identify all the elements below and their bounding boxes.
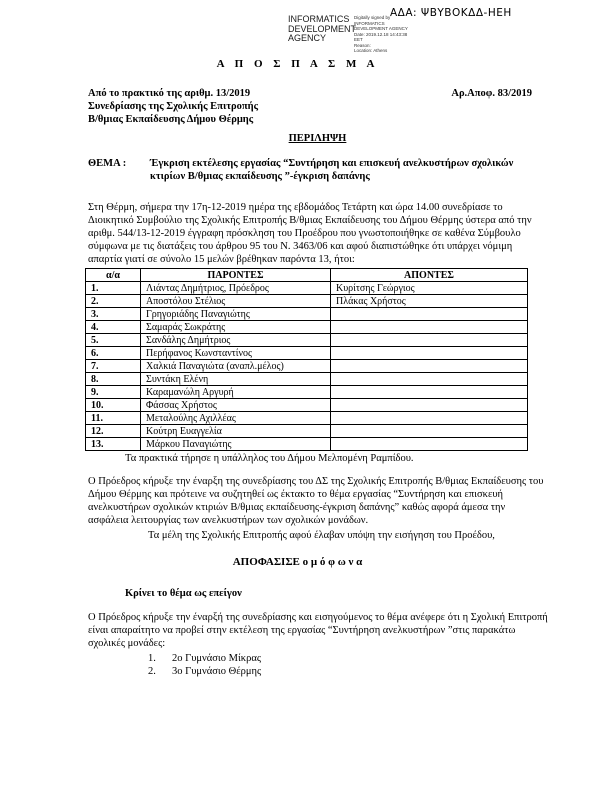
subject-label: ΘΕΜΑ : [88, 158, 127, 169]
header-line-1 [88, 87, 547, 100]
stamp-line: Reason: [354, 42, 371, 48]
present-member: Λιάντας Δημήτριος, Πρόεδρος [141, 282, 331, 295]
present-member: Περήφανος Κωνσταντίνος [141, 347, 331, 360]
stamp-agency-name: INFORMATICS DEVELOPMENT AGENCY [288, 14, 356, 43]
absent-member: Πλάκας Χρήστος [331, 295, 528, 308]
school-list [148, 652, 547, 678]
stamp-signature-details [354, 15, 408, 54]
list-item [148, 665, 547, 678]
table-row [86, 425, 528, 438]
table-row [86, 373, 528, 386]
members-line: Τα μέλη της Σχολικής Επιτροπής αφού έλαβαν υπόψη την εισήγηση του Προέδου, [148, 530, 495, 541]
list-item-number: 2. [148, 666, 156, 677]
table-row [86, 438, 528, 451]
intro-paragraph: Στη Θέρμη, σήμερα την 17η-12-2019 ημέρα της εβδομάδος Τετάρτη και ώρα 14.00 συνεδρίασε το Διοικητικό Συμβούλιο της Σχολικής Επιτροπής Β/θμιας Εκπαίδευσης του Δήμου Θέρμης ύστερα από την αριθμ. 544/13-12-2019 έγγραφη πρόσκληση του Προέδρου που γνωστοποιήθηκε σε καθένα Σύμβουλο σύμφωνα με τις διατάξεις του άρθρου 95 του Ν. 3463/06 και αφού διαπιστώθηκε ότι υπάρχει νόμιμη απαρτία γιατί σε σύνολο 15 μελών βρέθηκαν παρόντα 13, ήτοι: [88, 202, 532, 265]
list-item [148, 652, 547, 665]
stamp-line: DEVELOPMENT AGENCY [354, 26, 408, 31]
header-block [88, 87, 547, 126]
summary-heading: ΠΕΡΙΛΗΨΗ [288, 133, 347, 144]
decision-number: Αρ.Αποφ. 83/2019 [451, 88, 532, 99]
header-line-2: Συνεδρίασης της Σχολικής Επιτροπής [88, 101, 259, 112]
present-member: Σανδάλης Δημήτριος [141, 334, 331, 347]
row-number: 12. [86, 425, 141, 438]
row-number: 1. [86, 282, 141, 295]
subject-text: Έγκριση εκτέλεσης εργασίας “Συντήρηση και επισκευή ανελκυστήρων σχολικών κτιρίων Β/θμιας εκπαίδευσης ”-έγκριση δαπάνης [150, 158, 514, 182]
list-item-number: 1. [148, 653, 156, 664]
absent-member [331, 360, 528, 373]
table-row [86, 399, 528, 412]
row-number: 3. [86, 308, 141, 321]
row-number: 5. [86, 334, 141, 347]
table-row [86, 321, 528, 334]
present-member: Μάρκου Παναγιώτης [141, 438, 331, 451]
row-number: 9. [86, 386, 141, 399]
secretary-line: Τα πρακτικά τήρησε η υπάλληλος του Δήμου Μελπομένη Ραμπίδου. [125, 453, 414, 464]
absent-member [331, 386, 528, 399]
absent-member [331, 334, 528, 347]
row-number: 2. [86, 295, 141, 308]
table-row [86, 412, 528, 425]
body-paragraph: Ο Πρόεδρος κήρυξε την έναρξη της συνεδρίασης του ΔΣ της Σχολικής Επιτροπής Β/θμιας Εκπαίδευσης του Δήμου Θέρμης και πρότεινε να συζητηθεί ως έκτακτο το θέμα εργασίας “Συντήρηση και επισκευή ανελκυστήρων σχολικών κτιριών Β/θμιας εκπαίδευσης-έγκριση δαπάνης” καθώς αφορά άμεσα την ασφάλεια λειτουργίας των ανελκυστήρων των σχολικών μονάδων. [88, 476, 544, 526]
row-number: 13. [86, 438, 141, 451]
absent-member [331, 321, 528, 334]
absent-member [331, 412, 528, 425]
digital-signature-stamp [288, 15, 408, 54]
table-row [86, 360, 528, 373]
absent-member [331, 425, 528, 438]
list-item-name: 2ο Γυμνάσιο Μίκρας [172, 653, 261, 664]
row-number: 4. [86, 321, 141, 334]
urgency-heading: Κρίνει το θέμα ως επείγον [125, 588, 242, 599]
stamp-line: INFORMATICS [354, 20, 385, 26]
table-header-row [86, 269, 528, 282]
stamp-line: EET [354, 37, 363, 42]
absent-member [331, 347, 528, 360]
attendance-table [85, 268, 528, 451]
absent-member [331, 438, 528, 451]
decision-heading: ΑΠΟΦΑΣΙΣΕ ο μ ό φ ω ν α [232, 556, 363, 568]
present-member: Συντάκη Ελένη [141, 373, 331, 386]
present-member: Χαλκιά Παναγιώτα (αναπλ.μέλος) [141, 360, 331, 373]
minutes-reference: Από το πρακτικό της αριθμ. 13/2019 [88, 88, 251, 99]
table-row [86, 295, 528, 308]
row-number: 8. [86, 373, 141, 386]
present-member: Αποστόλου Στέλιος [141, 295, 331, 308]
row-number: 10. [86, 399, 141, 412]
col-header-present: ΠΑΡΟΝΤΕΣ [141, 269, 331, 282]
absent-member [331, 373, 528, 386]
col-header-absent: ΑΠΟΝΤΕΣ [331, 269, 528, 282]
present-member: Καραμανώλη Αργυρή [141, 386, 331, 399]
ada-code: ΑΔΑ: ΨΒΥΒΟΚΔΔ-ΗΕΗ [390, 7, 512, 19]
list-item-name: 3ο Γυμνάσιο Θέρμης [172, 666, 262, 677]
closing-paragraph: Ο Πρόεδρος κήρυξε την έναρξή της συνεδρίασης και εισηγούμενος το θέμα ανέφερε ότι η Σχολική Επιτροπή είναι απαραίτητο να προβεί στην εκτέλεση της εργασίας “Συντήρηση ανελκυστήρων ”στις παρακάτω σχολικές μονάδες: [88, 612, 548, 649]
stamp-line: Date: 2019.12.18 14:43:38 [354, 31, 408, 37]
absent-member [331, 399, 528, 412]
row-number: 11. [86, 412, 141, 425]
document-title: Α Π Ο Σ Π Α Σ Μ Α [216, 58, 379, 70]
present-member: Κούτρη Ευαγγελία [141, 425, 331, 438]
header-line-3: Β/θμιας Εκπαίδευσης Δήμου Θέρμης [88, 114, 254, 125]
table-row [86, 347, 528, 360]
row-number: 6. [86, 347, 141, 360]
subject-block [88, 157, 547, 183]
present-member: Σαμαράς Σωκράτης [141, 321, 331, 334]
present-member: Γρηγοριάδης Παναγιώτης [141, 308, 331, 321]
table-row [86, 334, 528, 347]
absent-member: Κυρίτσης Γεώργιος [331, 282, 528, 295]
col-header-index: α/α [86, 269, 141, 282]
row-number: 7. [86, 360, 141, 373]
table-row [86, 308, 528, 321]
stamp-line: Digitally signed by [354, 15, 391, 20]
present-member: Φάσσας Χρήστος [141, 399, 331, 412]
table-row [86, 282, 528, 295]
absent-member [331, 308, 528, 321]
present-member: Μεταλούλης Αχιλλέας [141, 412, 331, 425]
table-row [86, 386, 528, 399]
stamp-line: Location: Athens [354, 48, 388, 53]
